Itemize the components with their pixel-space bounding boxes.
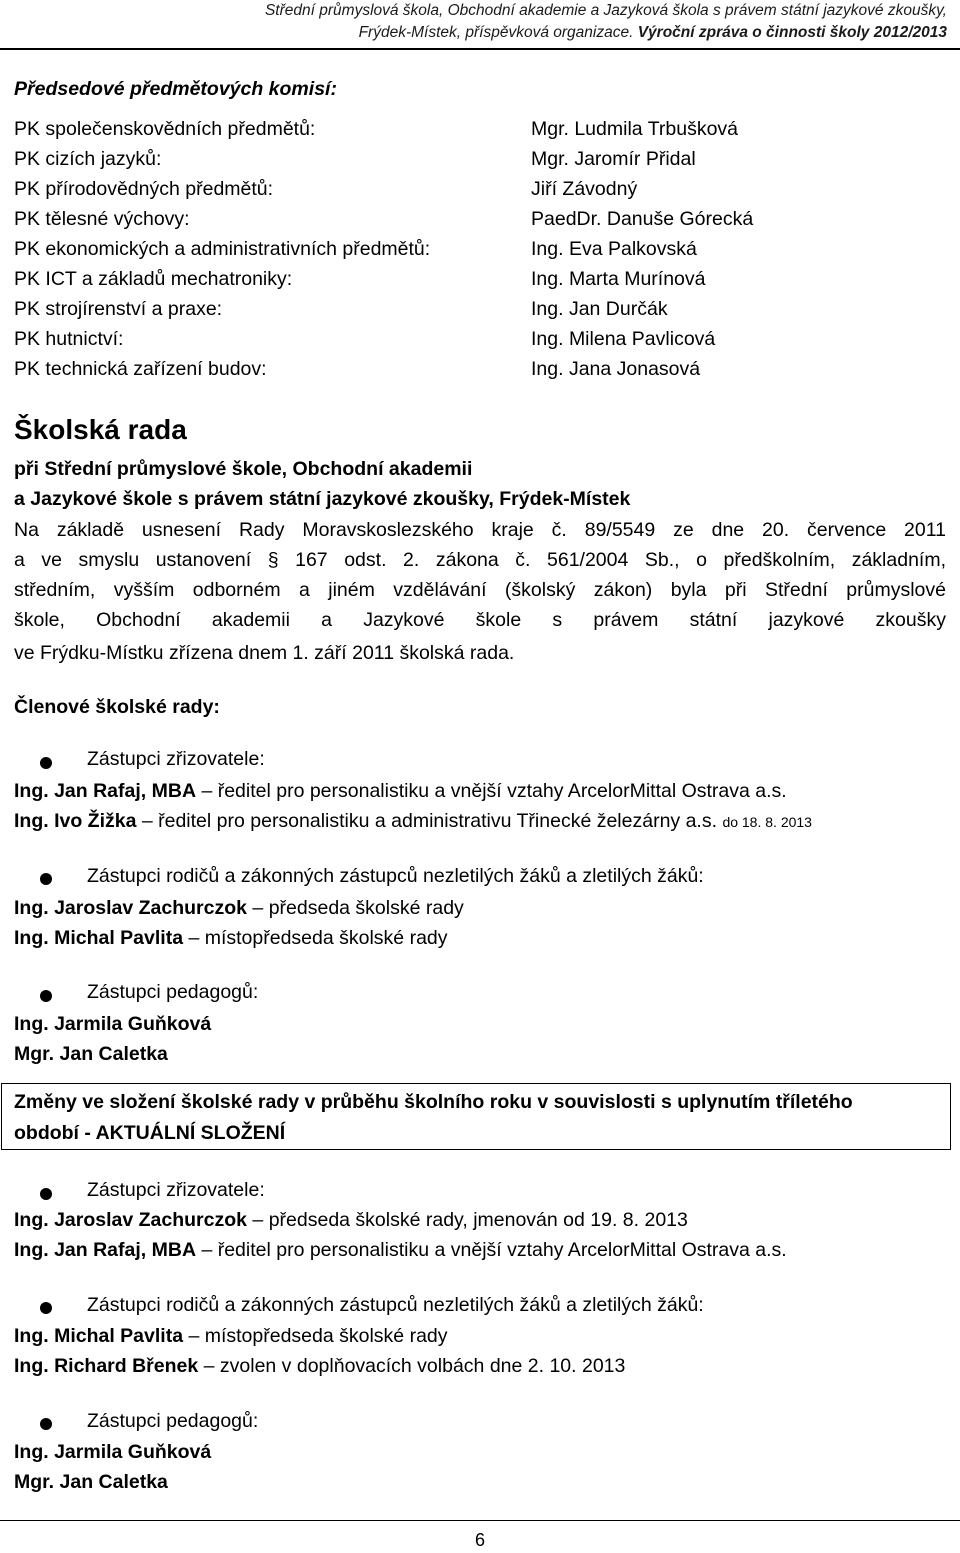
running-header-line2	[0, 22, 947, 44]
committee-chair: Jiří Závodný	[531, 178, 638, 200]
member-line	[14, 810, 812, 833]
committee-chair: Ing. Marta Murínová	[531, 268, 706, 290]
page-number: 6	[474, 1530, 485, 1550]
member-line	[14, 780, 787, 803]
member-line	[14, 1441, 211, 1464]
member-line	[14, 897, 464, 920]
committee-chair: PaedDr. Danuše Górecká	[531, 208, 754, 230]
council-subtitle-2: a Jazykové škole s právem státní jazykové zkoušky, Frýdek-Místek	[14, 488, 631, 510]
member-line	[14, 1325, 448, 1348]
council-paragraph-line: ve Frýdku-Místku zřízena dnem 1. září 2011 školská rada.	[14, 642, 515, 664]
member-line	[14, 1239, 787, 1262]
section-title: Školská rada	[14, 414, 187, 445]
header-rule	[0, 48, 960, 50]
member-role: – ředitel pro personalistiku a vnější vztahy ArcelorMittal Ostrava a.s.	[196, 1239, 787, 1261]
member-name: Ing. Jaroslav Zachurczok	[14, 1209, 248, 1231]
bullet-icon	[40, 757, 52, 769]
member-name: Ing. Ivo Žižka	[14, 810, 137, 832]
committee-label: PK ekonomických a administrativních předmětů:	[14, 238, 431, 260]
committee-label: PK společenskovědních předmětů:	[14, 118, 316, 140]
group-title: Zástupci rodičů a zákonných zástupců nezletilých žáků a zletilých žáků:	[87, 865, 704, 887]
bullet-icon	[40, 1418, 52, 1430]
member-name: Ing. Michal Pavlita	[14, 1325, 184, 1347]
committee-chair: Ing. Eva Palkovská	[531, 238, 697, 260]
committee-chair: Ing. Jana Jonasová	[531, 358, 701, 380]
committee-label: PK cizích jazyků:	[14, 148, 162, 170]
group-title: Zástupci zřizovatele:	[87, 1179, 265, 1201]
running-header-line1: Střední průmyslová škola, Obchodní akademie a Jazyková škola s právem státní jazykové zkoušky,	[264, 2, 947, 19]
member-role: – místopředseda školské rady	[183, 1325, 448, 1347]
group-title: Zástupci pedagogů:	[87, 981, 259, 1003]
bullet-icon	[40, 873, 52, 885]
member-role: – ředitel pro personalistiku a vnější vztahy ArcelorMittal Ostrava a.s.	[196, 780, 787, 802]
changes-box-line2: období - AKTUÁLNÍ SLOŽENÍ	[14, 1122, 286, 1144]
member-name: Ing. Jarmila Guňková	[14, 1441, 212, 1463]
member-line	[14, 1209, 688, 1232]
changes-box-line1: Změny ve složení školské rady v průběhu školního roku v souvislosti s uplynutím tříletého	[14, 1091, 853, 1113]
bullet-icon	[40, 1302, 52, 1314]
bullet-icon	[40, 1188, 52, 1200]
member-name: Ing. Jarmila Guňková	[14, 1013, 212, 1035]
member-role: – zvolen v doplňovacích volbách dne 2. 10. 2013	[198, 1355, 626, 1377]
council-paragraph-line: Na základě usnesení Rady Moravskoslezského kraje č. 89/5549 ze dne 20. července 2011	[14, 519, 946, 541]
member-role: – místopředseda školské rady	[183, 927, 448, 949]
header-org: Frýdek-Místek, příspěvková organizace.	[358, 24, 634, 41]
member-name: Ing. Jan Rafaj, MBA	[14, 1239, 197, 1261]
committee-chair: Ing. Milena Pavlicová	[531, 328, 716, 350]
bullet-icon	[40, 990, 52, 1002]
group-title: Zástupci rodičů a zákonných zástupců nezletilých žáků a zletilých žáků:	[87, 1294, 704, 1316]
committee-label: PK technická zařízení budov:	[14, 358, 267, 380]
member-name: Mgr. Jan Caletka	[14, 1043, 168, 1065]
committee-chair: Ing. Jan Durčák	[531, 298, 668, 320]
member-name: Mgr. Jan Caletka	[14, 1471, 168, 1493]
committee-label: PK přírodovědných předmětů:	[14, 178, 274, 200]
footer-rule	[0, 1520, 960, 1521]
committee-chair: Mgr. Jaromír Přidal	[531, 148, 696, 170]
member-role: – ředitel pro personalistiku a administrativu Třinecké železárny a.s.	[136, 810, 723, 832]
committee-label: PK ICT a základů mechatroniky:	[14, 268, 293, 290]
group-title: Zástupci zřizovatele:	[87, 748, 265, 770]
council-paragraph-line: a ve smyslu ustanovení § 167 odst. 2. zákona č. 561/2004 Sb., o předškolním, základním,	[14, 549, 946, 571]
council-subtitle-1: při Střední průmyslové škole, Obchodní akademii	[14, 458, 473, 480]
member-line	[14, 1355, 625, 1378]
header-report-title: Výroční zpráva o činnosti školy 2012/2013	[637, 24, 947, 41]
member-name: Ing. Jan Rafaj, MBA	[14, 780, 197, 802]
member-note: do 18. 8. 2013	[722, 814, 812, 830]
committee-label: PK hutnictví:	[14, 328, 124, 350]
member-line	[14, 1013, 211, 1036]
committees-heading: Předsedové předmětových komisí:	[14, 78, 337, 100]
committee-label: PK tělesné výchovy:	[14, 208, 190, 230]
committee-chair: Mgr. Ludmila Trbušková	[531, 118, 739, 140]
council-paragraph-line: středním, vyšším odborném a jiném vzdělávání (školský zákon) byla při Střední průmyslové	[14, 579, 946, 601]
members-heading: Členové školské rady:	[14, 696, 220, 718]
member-name: Ing. Jaroslav Zachurczok	[14, 897, 248, 919]
council-paragraph-line: škole, Obchodní akademii a Jazykové škole s právem státní jazykové zkoušky	[14, 609, 946, 631]
member-line	[14, 927, 448, 950]
member-role: – předseda školské rady	[247, 897, 464, 919]
member-line	[14, 1471, 168, 1494]
member-name: Ing. Richard Břenek	[14, 1355, 199, 1377]
member-role: – předseda školské rady, jmenován od 19. 8. 2013	[247, 1209, 688, 1231]
group-title: Zástupci pedagogů:	[87, 1410, 259, 1432]
committee-label: PK strojírenství a praxe:	[14, 298, 223, 320]
member-line	[14, 1043, 168, 1066]
member-name: Ing. Michal Pavlita	[14, 927, 184, 949]
